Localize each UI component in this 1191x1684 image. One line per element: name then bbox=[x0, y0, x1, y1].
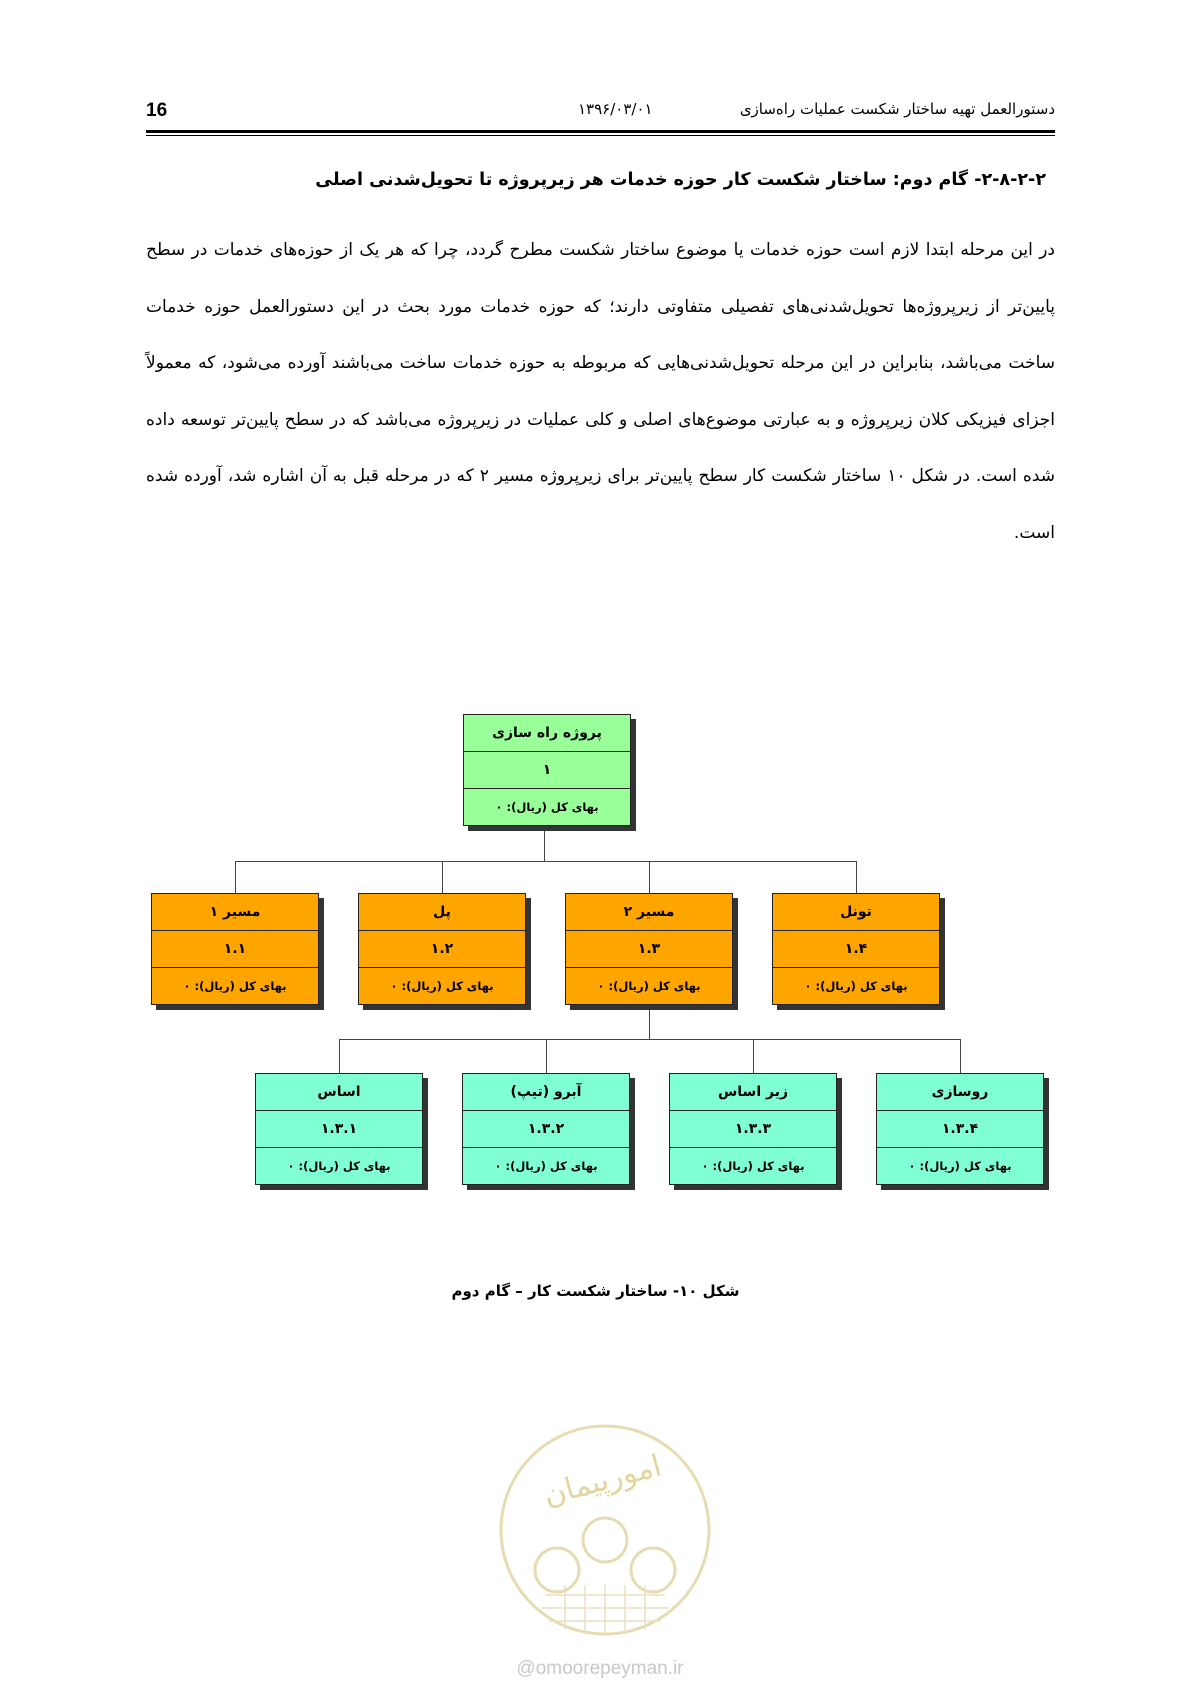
node-name: اساس bbox=[256, 1074, 422, 1111]
wbs-node-1-3 bbox=[565, 893, 733, 1005]
wbs-node-root bbox=[463, 714, 631, 826]
wbs-node-1-2 bbox=[358, 893, 526, 1005]
node-name: تونل bbox=[773, 894, 939, 931]
wbs-node-1-3-1 bbox=[255, 1073, 423, 1185]
node-code: ۱.۳.۴ bbox=[877, 1111, 1043, 1148]
node-name: مسیر ۱ bbox=[152, 894, 318, 931]
connector bbox=[235, 861, 856, 862]
node-code: ۱.۳.۱ bbox=[256, 1111, 422, 1148]
connector bbox=[235, 861, 236, 893]
node-name: مسیر ۲ bbox=[566, 894, 732, 931]
connector bbox=[649, 1004, 650, 1040]
node-name: پروژه راه سازی bbox=[464, 715, 630, 752]
section-heading: ۲-۸-۲-۲- گام دوم: ساختار شکست کار حوزه خدمات هر زیرپروژه تا تحویل‌شدنی اصلی bbox=[315, 170, 1046, 190]
node-code: ۱.۱ bbox=[152, 931, 318, 968]
connector bbox=[339, 1039, 960, 1040]
connector bbox=[546, 1039, 547, 1073]
page-header bbox=[146, 96, 1055, 130]
wbs-node-1-3-4 bbox=[876, 1073, 1044, 1185]
node-cost: بهای کل (ریال): ۰ bbox=[701, 1159, 805, 1173]
node-code: ۱.۳ bbox=[566, 931, 732, 968]
node-cost: بهای کل (ریال): ۰ bbox=[494, 1159, 598, 1173]
node-cost: بهای کل (ریال): ۰ bbox=[804, 979, 908, 993]
node-cost: بهای کل (ریال): ۰ bbox=[597, 979, 701, 993]
wbs-node-1-3-2 bbox=[462, 1073, 630, 1185]
header-rule-thin bbox=[146, 135, 1055, 136]
header-title: دستورالعمل تهیه ساختار شکست عملیات راه‌سازی bbox=[739, 100, 1055, 118]
node-code: ۱ bbox=[464, 752, 630, 789]
node-cost: بهای کل (ریال): ۰ bbox=[495, 800, 599, 814]
connector bbox=[960, 1039, 961, 1073]
node-cost: بهای کل (ریال): ۰ bbox=[287, 1159, 391, 1173]
watermark-seal-logo bbox=[495, 1420, 715, 1640]
node-cost: بهای کل (ریال): ۰ bbox=[390, 979, 494, 993]
node-name: زیر اساس bbox=[670, 1074, 836, 1111]
svg-text:امورپیمان: امورپیمان bbox=[539, 1448, 666, 1514]
node-cost: بهای کل (ریال): ۰ bbox=[908, 1159, 1012, 1173]
node-code: ۱.۳.۳ bbox=[670, 1111, 836, 1148]
node-code: ۱.۳.۲ bbox=[463, 1111, 629, 1148]
wbs-node-1-3-3 bbox=[669, 1073, 837, 1185]
connector bbox=[339, 1039, 340, 1073]
connector bbox=[856, 861, 857, 893]
wbs-node-1-1 bbox=[151, 893, 319, 1005]
node-code: ۱.۴ bbox=[773, 931, 939, 968]
node-code: ۱.۲ bbox=[359, 931, 525, 968]
connector bbox=[649, 861, 650, 893]
node-name: روسازی bbox=[877, 1074, 1043, 1111]
figure-caption: شکل ۱۰- ساختار شکست کار – گام دوم bbox=[451, 1282, 740, 1300]
header-date: ۱۳۹۶/۰۳/۰۱ bbox=[578, 100, 653, 118]
connector bbox=[544, 824, 545, 862]
body-paragraph: در این مرحله ابتدا لازم است حوزه خدمات یا موضوع ساختار شکست مطرح گردد، چرا که هر یک از حوزه‌های خدمات در سطح پایین‌تر از زیرپروژه‌ها تحویل‌شدنی‌های تفصیلی متفاوتی دارند؛ که حوزه خدمات مورد بحث در این دستورالعمل حوزه خدمات ساخت می‌باشد، بنابراین در این مرحله تحویل‌شدنی‌هایی که مربوطه به حوزه خدمات ساخت می‌باشند آورده می‌شود، که معمولاً اجزای فیزیکی کلان زیرپروژه و به عبارتی موضوع‌های اصلی و کلی عملیات در زیرپروژه می‌باشد که در سطح پایین‌تر توسعه داده شده است. در شکل ۱۰ ساختار شکست کار سطح پایین‌تر برای زیرپروژه مسیر ۲ که در مرحله قبل به آن اشاره شد، آورده شده است. bbox=[146, 240, 1056, 543]
watermark-site: @omoorepeyman.ir bbox=[516, 1658, 684, 1679]
node-name: پل bbox=[359, 894, 525, 931]
connector bbox=[442, 861, 443, 893]
connector bbox=[753, 1039, 754, 1073]
page-number: 16 bbox=[146, 100, 168, 121]
node-cost: بهای کل (ریال): ۰ bbox=[183, 979, 287, 993]
header-rule-thick bbox=[146, 130, 1055, 133]
node-name: آبرو (تیپ) bbox=[463, 1074, 629, 1111]
wbs-node-1-4 bbox=[772, 893, 940, 1005]
